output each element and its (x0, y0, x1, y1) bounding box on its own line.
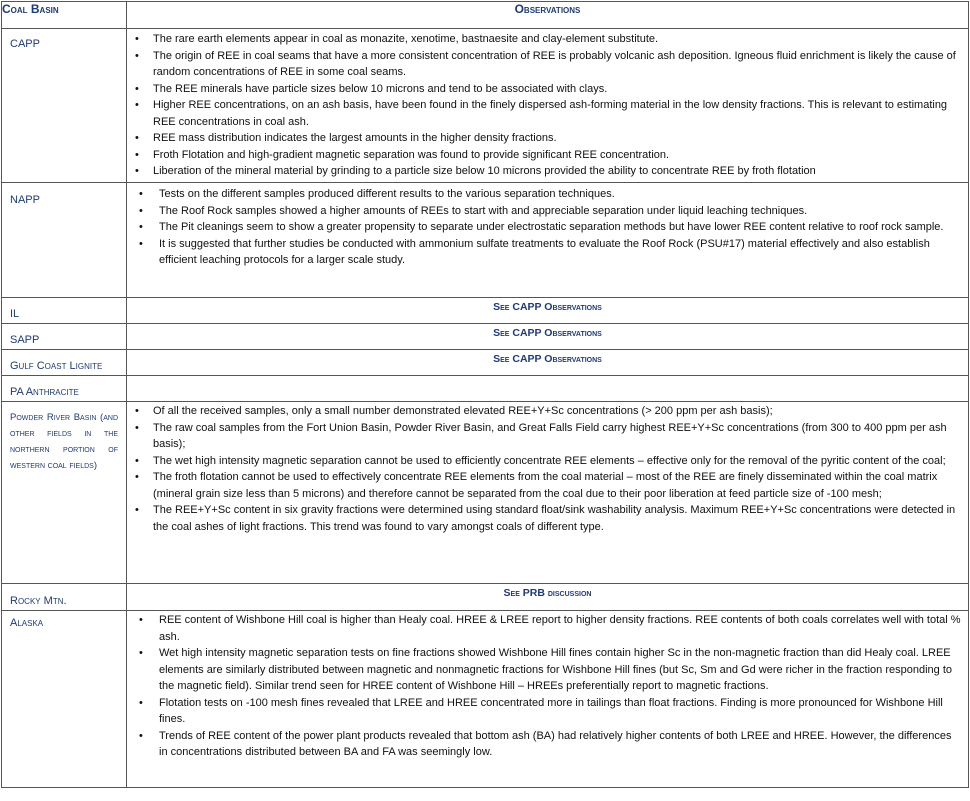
list-item: • Flotation tests on -100 mesh fines revealed that LREE and HREE concentrated more in tailings than float fractions. Finding is more pronounced for Wishbone Hill fines. (127, 695, 968, 728)
list-item: • The REE+Y+Sc content in six gravity fractions were determined using standard float/sink washability analysis. Maximum REE+Y+Sc concentrations were detected in the coal ashes of light fractions. This trend was found to vary amongst coals of different type. (127, 502, 968, 535)
table-row-alaska (2, 611, 969, 788)
list-item: • REE mass distribution indicates the largest amounts in the higher density fractions. (127, 130, 968, 147)
table-row-gulf-coast-lignite (2, 350, 969, 376)
see-capp-note: See CAPP Observations (493, 353, 602, 365)
basin-name-powder-river-basin: Powder River Basin (and other fields in the northern portion of western coal fields) (10, 412, 118, 471)
table-row-rocky-mtn (2, 584, 969, 611)
list-item: • The rare earth elements appear in coal as monazite, xenotime, bastnaesite and clay-element substitute. (127, 31, 968, 48)
napp-observations-list (127, 186, 968, 269)
list-item: • Liberation of the mineral material by grinding to a particle size below 10 microns provided the ability to concentrate REE by froth flotation (127, 163, 968, 180)
list-item: • The Roof Rock samples showed a higher amounts of REEs to start with and appreciable separation under liquid leaching techniques. (127, 203, 968, 220)
list-item: • The Pit cleanings seem to show a greater propensity to separate under electrostatic separation methods but have lower REE content relative to roof rock sample. (127, 219, 968, 236)
basin-name-rocky-mtn: Rocky Mtn. (10, 595, 67, 607)
basin-name-napp: NAPP (10, 194, 40, 206)
list-item: • REE content of Wishbone Hill coal is higher than Healy coal. HREE & LREE report to higher density fractions. REE contents of both coals correlates well with total % ash. (127, 612, 968, 645)
table-row-pa-anthracite (2, 376, 969, 402)
list-item: • Of all the received samples, only a small number demonstrated elevated REE+Y+Sc concentrations (> 200 ppm per ash basis); (127, 403, 968, 420)
basin-name-gulf-coast-lignite: Gulf Coast Lignite (10, 360, 103, 372)
list-item: • Tests on the different samples produced different results to the various separation techniques. (127, 186, 968, 203)
basin-name-pa-anthracite: PA Anthracite (10, 386, 79, 398)
list-item: • The raw coal samples from the Fort Union Basin, Powder River Basin, and Great Falls Field carry highest REE+Y+Sc concentrations (from 300 to 400 ppm per ash basis); (127, 420, 968, 453)
capp-observations-list (127, 31, 968, 180)
table-row-il (2, 298, 969, 324)
list-item: • Trends of REE content of the power plant products revealed that bottom ash (BA) had relatively higher contents of both LREE and HREE. However, the differences in concentrations distributed between BA and FA was seemingly low. (127, 728, 968, 761)
see-prb-note: See PRB discussion (503, 587, 592, 599)
list-item: • It is suggested that further studies be conducted with ammonium sulfate treatments to evaluate the Roof Rock (PSU#17) material effectively and also establish efficient leaching protocols for a larger scale study. (127, 236, 968, 269)
basin-name-il: IL (10, 308, 20, 320)
basin-name-sapp: SAPP (10, 334, 40, 346)
list-item: • Wet high intensity magnetic separation tests on fine fractions showed Wishbone Hill fines contain higher Sc in the non-magnetic fraction than did Healy coal. LREE elements are similarly distributed between magnetic and nonmagnetic fractions for Wishbone Hill fines (but Sc, Sm and Gd were richer in the fraction responding to the magnetic field). Similar trend seen for HREE content of Wishbone Hill – HREEs preferentially report to magnetic fractions. (127, 645, 968, 695)
observations-table (1, 1, 969, 788)
table-row-capp (2, 29, 969, 183)
see-capp-note: See CAPP Observations (493, 327, 602, 339)
table-row-napp (2, 183, 969, 298)
see-capp-note: See CAPP Observations (493, 301, 602, 313)
empty-observation (127, 376, 968, 379)
list-item: • Higher REE concentrations, on an ash basis, have been found in the finely dispersed ash-forming material in the low density fractions. This is relevant to estimating REE concentrations in coal ash. (127, 97, 968, 130)
list-item: • The wet high intensity magnetic separation cannot be used to efficiently concentrate REE elements – effective only for the removal of the pyritic content of the coal; (127, 453, 968, 470)
basin-name-alaska: Alaska (10, 617, 44, 629)
observations-header: Observations (127, 2, 969, 29)
table-row-powder-river-basin (2, 402, 969, 584)
list-item: • The REE minerals have particle sizes below 10 microns and tend to be associated with clays. (127, 81, 968, 98)
alaska-observations-list (127, 612, 968, 761)
coal-basin-header: Coal Basin (2, 2, 127, 29)
basin-name-capp: CAPP (10, 38, 40, 50)
list-item: • The origin of REE in coal seams that have a more consistent concentration of REE is probably volcanic ash deposition. Igneous fluid enrichment is likely the cause of random concentrations of REE in some coal seams. (127, 48, 968, 81)
prb-observations-list (127, 403, 968, 535)
table-row-sapp (2, 324, 969, 350)
list-item: • The froth flotation cannot be used to effectively concentrate REE elements from the coal material – most of the REE are finely disseminated within the coal matrix (mineral grain size less than 5 microns) and therefore cannot be separated from the coal due to their poor liberation at feed particle size of -100 mesh; (127, 469, 968, 502)
header-row (2, 2, 969, 29)
list-item: • Froth Flotation and high-gradient magnetic separation was found to provide significant REE concentration. (127, 147, 968, 164)
